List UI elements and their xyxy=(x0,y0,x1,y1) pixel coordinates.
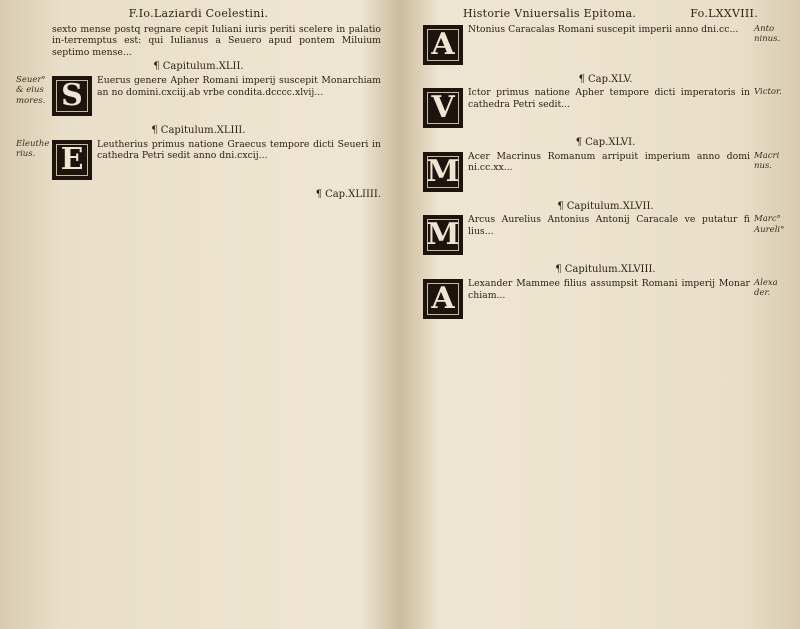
right-section-1 xyxy=(423,24,788,65)
chapter-heading: ¶ Cap.XLVI. xyxy=(423,137,788,149)
section-text: sexto mense postq regnare cepit Iuliani iuris periti scelere in palatio in-terremptus est: qui Iulianus a Seuero apud pontem Miluium septimo mense... xyxy=(52,23,381,58)
section-text: Euerus genere Apher Romani imperij suscepit Monarchiam an no domini.cxciij.ab vrbe condita.dcccc.xlvij... xyxy=(97,74,381,98)
chapter-heading: ¶ Capitulum.XLIII. xyxy=(16,125,381,137)
decorated-initial: E xyxy=(52,140,92,180)
chapter-heading: ¶ Capitulum.XLVII. xyxy=(423,201,788,213)
chapter-heading: ¶ Cap.XLIIII. xyxy=(16,189,381,201)
section-text: Leutherius primus natione Graecus tempore dicti Seueri in cathedra Petri sedit anno dni.cxcij... xyxy=(97,138,381,162)
right-section-2 xyxy=(423,87,788,128)
running-head-title: Historie Vniuersalis Epitoma. xyxy=(463,7,637,20)
section-text: Lexander Mammee filius assumpsit Romani imperij Monar chiam... xyxy=(468,277,750,301)
marginal-note: Anto ninus. xyxy=(754,23,781,45)
marginal-note: Victor. xyxy=(754,87,782,98)
left-page xyxy=(0,0,395,629)
left-section-3 xyxy=(16,139,381,180)
decorated-initial: A xyxy=(423,25,463,65)
decorated-initial: M xyxy=(423,152,463,192)
right-running-head xyxy=(423,8,788,20)
marginal-note: Macri nus. xyxy=(754,150,780,172)
right-section-3 xyxy=(423,151,788,192)
left-section-2 xyxy=(16,75,381,116)
marginal-note: Marc° Aureli° xyxy=(754,214,785,235)
marginal-note: Eleuthe rius. xyxy=(16,138,50,160)
decorated-initial: A xyxy=(423,279,463,319)
left-running-head: F.Io.Laziardi Coelestini. xyxy=(128,7,269,20)
marginal-note: Alexa der. xyxy=(754,277,778,299)
section-text: Ictor primus natione Apher tempore dicti imperatoris in cathedra Petri sedit... xyxy=(468,87,750,110)
chapter-heading: ¶ Capitulum.XLII. xyxy=(16,61,381,73)
right-page xyxy=(405,0,800,629)
right-section-4 xyxy=(423,214,788,255)
section-text: Ntonius Caracalas Romani suscepit imperii anno dni.cc... xyxy=(468,23,739,35)
decorated-initial: V xyxy=(423,88,463,128)
left-section-1 xyxy=(16,24,381,59)
section-text: Arcus Aurelius Antonius Antonij Caracale ve putatur fi lius... xyxy=(468,214,750,237)
section-text: Acer Macrinus Romanum arripuit imperium anno domi ni.cc.xx... xyxy=(468,150,750,174)
chapter-heading: ¶ Capitulum.XLVIII. xyxy=(423,264,788,276)
right-section-5 xyxy=(423,278,788,319)
decorated-initial: S xyxy=(52,76,92,116)
marginal-note xyxy=(16,24,52,59)
decorated-initial: M xyxy=(423,215,463,255)
chapter-heading: ¶ Cap.XLV. xyxy=(423,74,788,86)
marginal-note: Seuer° & eius mores. xyxy=(16,74,46,106)
folio-number: Fo.LXXVIII. xyxy=(690,7,758,20)
